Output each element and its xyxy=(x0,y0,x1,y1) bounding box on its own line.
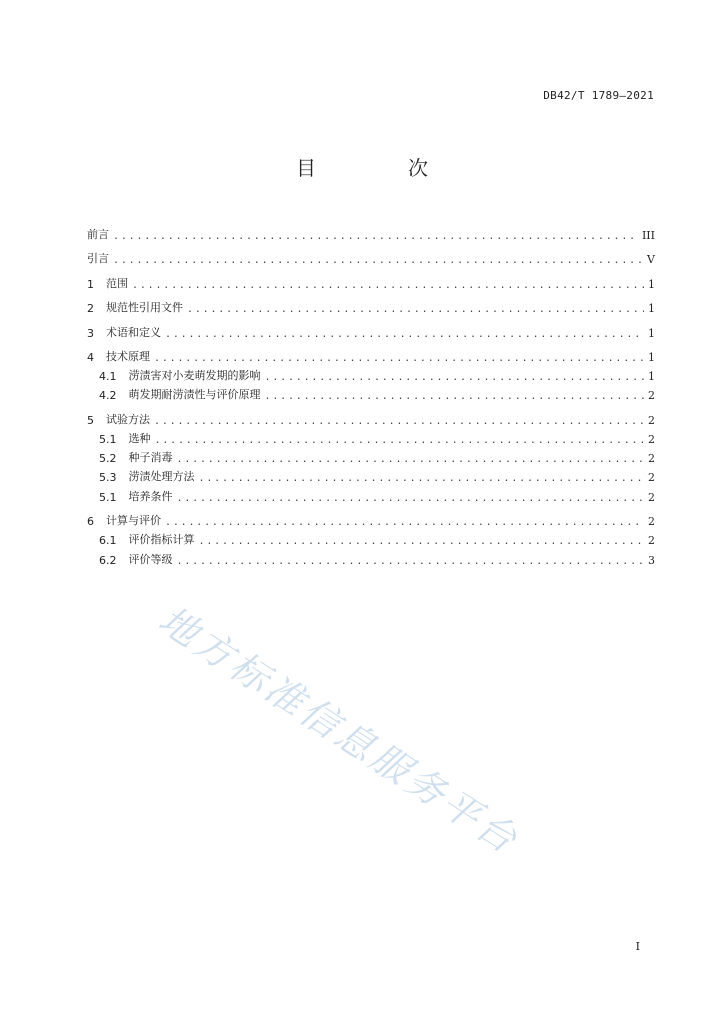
toc-entry-page: 1 xyxy=(648,351,655,364)
toc-leader-dots xyxy=(165,517,644,528)
toc-entry[interactable] xyxy=(87,315,655,340)
toc-leader-dots xyxy=(177,454,645,465)
toc-leader-dots xyxy=(113,255,643,266)
toc-leader-dots xyxy=(177,493,645,504)
toc-entry[interactable] xyxy=(87,427,655,446)
toc-entry-number: 6.1 xyxy=(99,534,117,548)
toc-entry-number: 5.2 xyxy=(99,452,117,466)
toc-entry-number: 4 xyxy=(87,351,94,364)
toc-entry-number: 6.2 xyxy=(99,553,117,567)
toc-entry[interactable] xyxy=(87,383,655,402)
toc-entry-number: 2 xyxy=(87,302,94,315)
toc-entry-number: 5.1 xyxy=(99,490,117,504)
toc-entry-label: 规范性引用文件 xyxy=(106,301,183,314)
toc-entry-number: 4.2 xyxy=(99,389,117,403)
toc-entry-number: 5.1 xyxy=(99,433,117,447)
toc-entry-label: 涝渍处理方法 xyxy=(128,470,195,484)
toc-entry-page: 2 xyxy=(648,515,655,529)
toc-title: 目 次 xyxy=(296,156,464,180)
watermark: 地方标准信息服务平台 xyxy=(151,597,528,864)
toc-leader-dots xyxy=(165,329,644,340)
toc-entry[interactable] xyxy=(87,402,655,427)
toc-leader-dots xyxy=(177,556,645,567)
toc-entry-number: 3 xyxy=(87,326,94,340)
toc-leader-dots xyxy=(155,435,645,446)
toc-entry-number: 5.3 xyxy=(99,471,117,485)
toc-leader-dots xyxy=(199,473,645,484)
page-number: I xyxy=(635,940,640,953)
toc-entry-number: 6 xyxy=(87,515,94,529)
toc-entry-label: 涝渍害对小麦萌发期的影响 xyxy=(128,369,261,383)
standard-code: DB42/T 1789—2021 xyxy=(543,89,654,102)
toc-entry[interactable] xyxy=(87,446,655,465)
toc-entry-page: 2 xyxy=(648,389,655,403)
toc-entry-label: 试验方法 xyxy=(106,412,150,426)
toc-entry[interactable] xyxy=(87,528,655,547)
toc-entry[interactable] xyxy=(87,217,655,242)
toc-entry-number: 1 xyxy=(87,277,94,291)
toc-entry-page: 3 xyxy=(648,553,655,567)
toc-entry-page: 2 xyxy=(648,433,655,447)
toc-leader-dots xyxy=(187,304,644,315)
toc-leader-dots xyxy=(199,536,645,547)
toc-entry[interactable] xyxy=(87,504,655,529)
toc-entry[interactable] xyxy=(87,364,655,383)
toc-entry-label: 评价指标计算 xyxy=(128,533,195,547)
toc-entry-page: 1 xyxy=(648,370,655,384)
toc-entry-page: III xyxy=(641,228,655,242)
toc-entry-page: 1 xyxy=(648,277,655,291)
toc-entry-number: 4.1 xyxy=(99,370,117,384)
toc-entry[interactable] xyxy=(87,484,655,503)
table-of-contents xyxy=(87,217,655,567)
toc-entry-page: 2 xyxy=(648,534,655,548)
toc-entry-page: 2 xyxy=(648,471,655,485)
toc-entry[interactable] xyxy=(87,340,655,365)
toc-entry[interactable] xyxy=(87,547,655,566)
toc-entry-label: 萌发期耐涝渍性与评价原理 xyxy=(128,388,261,402)
toc-leader-dots xyxy=(265,372,645,383)
toc-entry-page: 1 xyxy=(648,326,655,340)
toc-entry-page: 1 xyxy=(648,302,655,315)
toc-entry-label: 选种 xyxy=(128,432,151,446)
toc-leader-dots xyxy=(132,280,644,291)
toc-entry-page: 2 xyxy=(648,413,655,427)
toc-entry-page: 2 xyxy=(648,452,655,466)
toc-entry-label: 培养条件 xyxy=(128,489,173,503)
toc-entry-label: 术语和定义 xyxy=(106,325,161,339)
toc-entry-label: 计算与评价 xyxy=(106,514,161,528)
toc-entry[interactable] xyxy=(87,266,655,291)
toc-leader-dots xyxy=(154,416,644,427)
toc-entry-label: 评价等级 xyxy=(128,552,173,566)
toc-entry-page: 2 xyxy=(648,490,655,504)
toc-entry[interactable] xyxy=(87,465,655,484)
toc-entry-label: 种子消毒 xyxy=(128,451,173,465)
toc-entry-label: 前言 xyxy=(87,227,109,241)
toc-entry[interactable] xyxy=(87,291,655,316)
toc-entry-label: 引言 xyxy=(87,252,109,265)
toc-entry[interactable] xyxy=(87,242,655,267)
toc-leader-dots xyxy=(154,353,644,364)
toc-entry-label: 技术原理 xyxy=(106,350,150,363)
toc-leader-dots xyxy=(113,231,638,242)
toc-entry-label: 范围 xyxy=(106,276,128,290)
toc-entry-number: 5 xyxy=(87,413,94,427)
toc-entry-page: V xyxy=(647,253,655,266)
toc-leader-dots xyxy=(265,391,645,402)
